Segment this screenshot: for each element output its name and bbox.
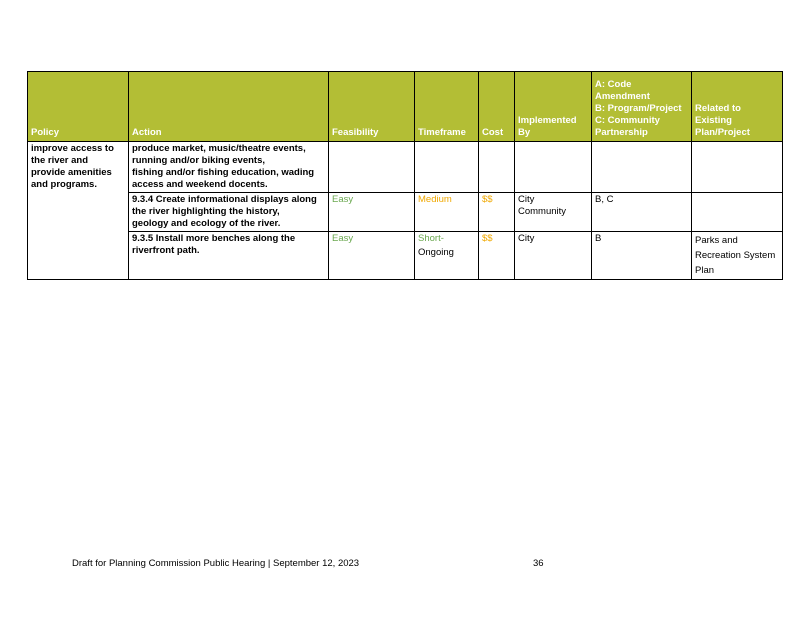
- implemented-by-value: City: [518, 233, 535, 244]
- timeframe-value-2: Ongoing: [418, 247, 454, 258]
- header-line: B: Program/Project: [595, 103, 682, 114]
- cost-cell: [479, 193, 515, 232]
- feasibility-cell: [329, 193, 415, 232]
- header-implemented-by: [515, 72, 592, 142]
- header-line: A: Code: [595, 79, 632, 90]
- type-cell: [592, 142, 692, 193]
- header-line: Related to: [695, 103, 741, 114]
- action-line: 9.3.5 Install more benches along the: [132, 233, 296, 244]
- action-line: riverfront path.: [132, 245, 200, 256]
- page-footer: Draft for Planning Commission Public Hearing | September 12, 2023: [72, 558, 360, 569]
- timeframe-cell: [415, 232, 479, 280]
- table-row: [28, 142, 783, 193]
- policy-line: improve access to: [31, 143, 114, 154]
- action-line: geology and ecology of the river.: [132, 218, 281, 229]
- feasibility-cell: [329, 142, 415, 193]
- type-value: B: [595, 233, 602, 244]
- table-header-row: [28, 72, 783, 142]
- header-cost: Cost: [479, 72, 515, 142]
- feasibility-cell: [329, 232, 415, 280]
- related-value: Recreation System: [695, 250, 776, 261]
- header-action: Action: [129, 72, 329, 142]
- page-number: 36: [533, 558, 544, 569]
- header-line: C: Community: [595, 115, 660, 126]
- action-line: fishing and/or fishing education, wading: [132, 167, 315, 178]
- related-cell: [692, 142, 783, 193]
- action-plan-table: [27, 71, 783, 280]
- related-cell: [692, 232, 783, 280]
- action-cell: [129, 193, 329, 232]
- header-feasibility: Feasibility: [329, 72, 415, 142]
- implemented-by-cell: [515, 142, 592, 193]
- cost-value: $$: [482, 233, 493, 244]
- policy-line: the river and: [31, 155, 89, 166]
- related-value: Plan: [695, 265, 715, 276]
- action-line: access and weekend docents.: [132, 179, 268, 190]
- type-cell: [592, 193, 692, 232]
- header-line: Implemented: [518, 115, 577, 126]
- header-line: Partnership: [595, 127, 648, 138]
- header-type: [592, 72, 692, 142]
- timeframe-value: Medium: [418, 194, 452, 205]
- related-value: Parks and: [695, 235, 738, 246]
- table-row: [28, 232, 783, 280]
- header-line: Plan/Project: [695, 127, 750, 138]
- timeframe-cell: [415, 193, 479, 232]
- header-line: Existing: [695, 115, 732, 126]
- action-line: produce market, music/theatre events,: [132, 143, 306, 154]
- implemented-by-value: City: [518, 194, 535, 205]
- feasibility-value: Easy: [332, 194, 354, 205]
- action-line: running and/or biking events,: [132, 155, 266, 166]
- policy-line: provide amenities: [31, 167, 112, 178]
- policy-line: and programs.: [31, 179, 97, 190]
- table-row: [28, 193, 783, 232]
- header-timeframe: Timeframe: [415, 72, 479, 142]
- policy-cell: [28, 142, 129, 280]
- related-cell: [692, 193, 783, 232]
- implemented-by-value: Community: [518, 206, 567, 217]
- action-line: the river highlighting the history,: [132, 206, 280, 217]
- header-line: By: [518, 127, 531, 138]
- action-cell: [129, 232, 329, 280]
- timeframe-cell: [415, 142, 479, 193]
- header-line: Amendment: [595, 91, 650, 102]
- timeframe-value: Short-: [418, 233, 444, 244]
- cost-value: $$: [482, 194, 493, 205]
- type-cell: [592, 232, 692, 280]
- action-cell: [129, 142, 329, 193]
- action-line: 9.3.4 Create informational displays along: [132, 194, 317, 205]
- header-policy: Policy: [28, 72, 129, 142]
- implemented-by-cell: [515, 193, 592, 232]
- implemented-by-cell: [515, 232, 592, 280]
- header-related: [692, 72, 783, 142]
- cost-cell: [479, 232, 515, 280]
- feasibility-value: Easy: [332, 233, 354, 244]
- type-value: B, C: [595, 194, 614, 205]
- cost-cell: [479, 142, 515, 193]
